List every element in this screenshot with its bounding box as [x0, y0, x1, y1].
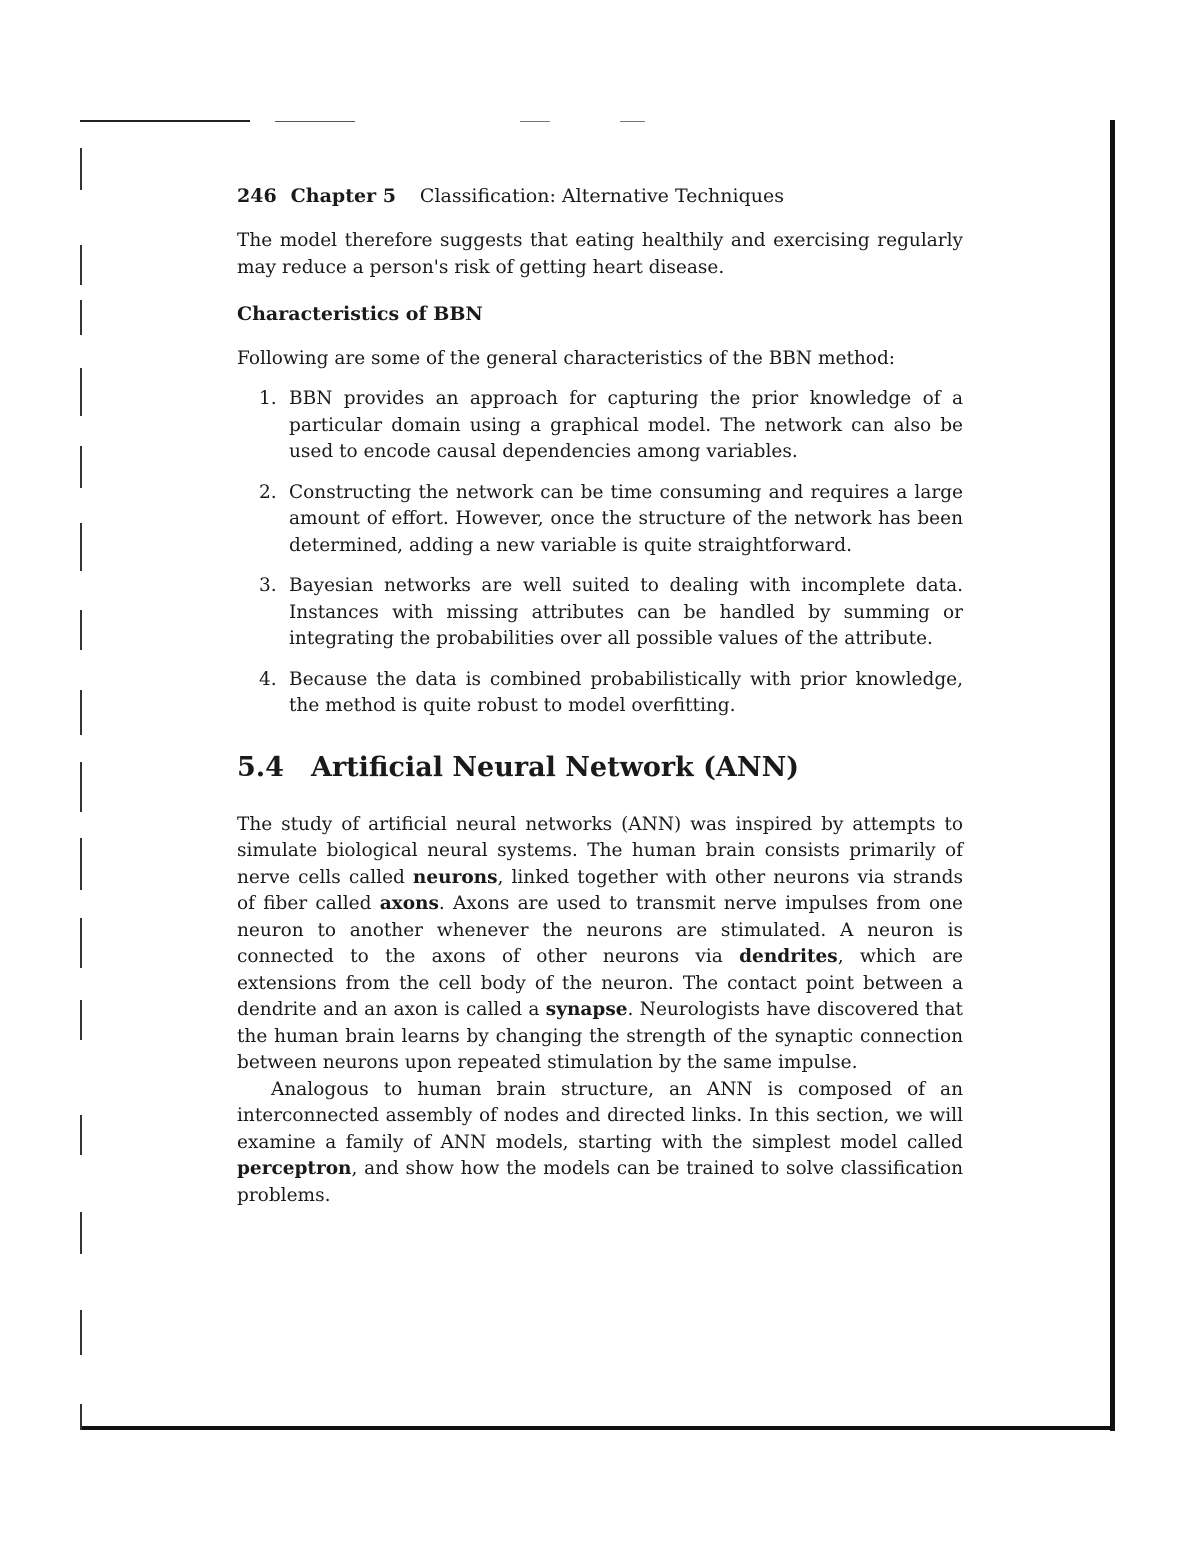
list-item [237, 480, 963, 560]
scan-border-left-fragment [80, 1115, 82, 1155]
scan-border-left-fragment [80, 368, 82, 416]
text-run: , which are extensions from the cell body of the neuron. The contact point between a dendrite and an axon is called a [237, 946, 963, 1020]
scan-border-left-fragment [80, 1310, 82, 1355]
list-item-number: 3. [259, 575, 277, 596]
characteristics-list [237, 386, 963, 720]
chapter-title: Classification: Alternative Techniques [419, 185, 784, 207]
list-item-number: 1. [259, 388, 277, 409]
list-item-number: 4. [259, 668, 277, 690]
list-item-number: 2. [259, 481, 277, 503]
characteristics-heading: Characteristics of BBN [237, 303, 483, 325]
scan-border-left-fragment [80, 838, 82, 890]
scan-border-left-fragment [80, 1212, 82, 1254]
text-run: The study of artificial neural networks (ANN) was inspired by attempts to simulate biological neural systems. The human brain consists primarily of nerve cells called [237, 813, 963, 888]
term-perceptron: perceptron [237, 1158, 352, 1179]
text-run: , and show how the models can be trained to solve classification problems. [237, 1158, 963, 1206]
characteristics-lead: Following are some of the general characteristics of the BBN method: [237, 347, 896, 369]
scan-border-left-fragment [80, 300, 82, 335]
scan-border-left-fragment [80, 446, 82, 488]
scan-border-right [1110, 120, 1115, 1431]
scan-border-left-fragment [80, 762, 82, 812]
scan-border-top-fragment [620, 121, 645, 122]
scan-border-left-fragment [80, 1000, 82, 1040]
page-content [237, 182, 963, 1209]
term-neurons: neurons [412, 866, 498, 888]
ann-paragraph-1 [237, 812, 963, 1077]
scan-border-left-fragment [80, 148, 82, 190]
term-dendrites: dendrites [739, 946, 838, 967]
running-head [237, 182, 963, 210]
list-item [237, 667, 963, 720]
list-item-text: BBN provides an approach for capturing the prior knowledge of a particular domain using a graphical model. The network can also be used to encode causal dependencies among variables. [289, 388, 963, 462]
section-heading [237, 750, 963, 786]
list-item [237, 573, 963, 653]
list-item-text: Bayesian networks are well suited to dealing with incomplete data. Instances with missing attributes can be handled by summing or integrating the probabilities over all possible values of the attribute. [289, 575, 963, 649]
term-synapse: synapse [545, 999, 628, 1020]
chapter-label: Chapter 5 [290, 185, 396, 207]
scan-border-top [80, 120, 250, 122]
section-title: Artificial Neural Network (ANN) [311, 751, 800, 783]
term-axons: axons [379, 893, 439, 914]
list-item-text: Because the data is combined probabilistically with prior knowledge, the method is quite robust to model overfitting. [289, 668, 963, 716]
text-run: . Neurologists have discovered that the human brain learns by changing the strength of the synaptic connection between neurons upon repeated stimulation by the same impulse. [237, 999, 963, 1073]
scan-border-left-fragment [80, 245, 82, 285]
text-run: , linked together with other neurons via strands of fiber called [237, 866, 963, 914]
scan-border-bottom [80, 1426, 1115, 1430]
scan-border-left-fragment [80, 918, 82, 968]
text-run: Analogous to human brain structure, an ANN is composed of an interconnected assembly of nodes and directed links. In this section, we will examine a family of ANN models, starting with the simplest model called [237, 1078, 963, 1153]
section-number: 5.4 [237, 751, 284, 783]
list-item-text: Constructing the network can be time consuming and requires a large amount of effort. However, once the structure of the network has been determined, adding a new variable is quite straightforward. [289, 481, 963, 556]
list-item [237, 386, 963, 466]
scan-border-left-fragment [80, 1404, 82, 1430]
scan-border-left-fragment [80, 523, 82, 571]
page-number: 246 [237, 185, 277, 207]
scan-border-left-fragment [80, 690, 82, 735]
text-run: . Axons are used to transmit nerve impulses from one neuron to another whenever the neurons are stimulated. A neuron is connected to the axons of other neurons via [237, 893, 963, 967]
scan-border-top-fragment [275, 121, 355, 122]
scan-border-left-fragment [80, 610, 82, 650]
scan-border-top-fragment [520, 121, 550, 122]
ann-paragraph-2 [237, 1077, 963, 1210]
intro-paragraph: The model therefore suggests that eating healthily and exercising regularly may reduce a person's risk of getting heart disease. [237, 230, 963, 278]
